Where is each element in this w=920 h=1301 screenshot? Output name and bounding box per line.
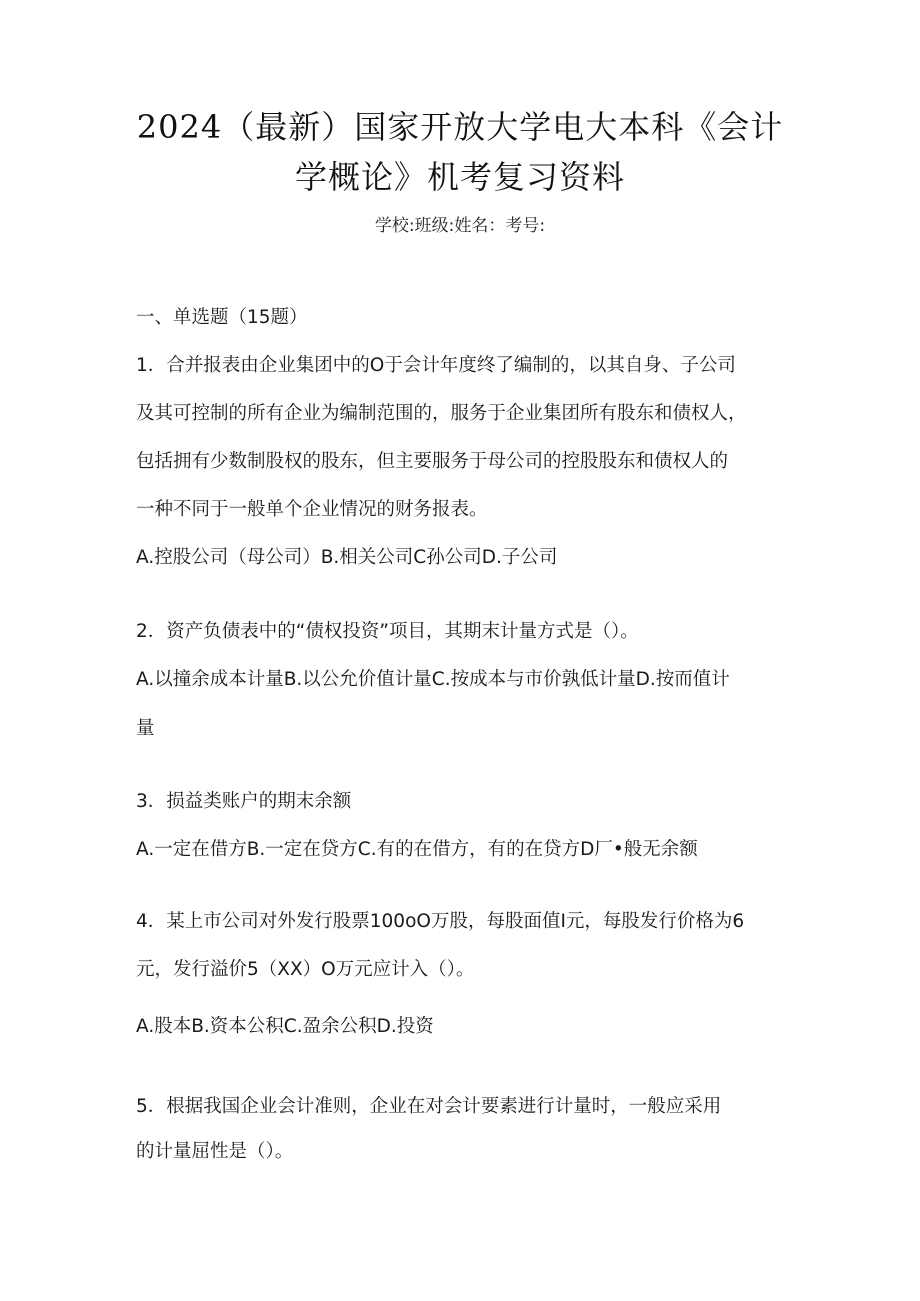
question-5-line-1: 5．根据我国企业会计准则，企业在对会计要素进行计量时，一般应采用 bbox=[136, 1096, 722, 1117]
question-1-options: A.控股公司（母公司）B.相关公司C孙公司D.子公司 bbox=[136, 547, 558, 568]
document-title-line-2: 学概论》机考复习资料 bbox=[294, 158, 625, 196]
student-info-line: 学校:班级:姓名：考号: bbox=[374, 216, 546, 236]
question-1-line-1: 1．合并报表由企业集团中的O于会计年度终了编制的，以其自身、子公司 bbox=[136, 355, 736, 376]
question-2-options-line-1: A.以撞余成本计量B.以公允价值计量C.按成本与市价孰低计量D.按而值计 bbox=[136, 669, 730, 690]
question-2-options-line-2: 量 bbox=[136, 718, 155, 739]
question-1-line-3: 包括拥有少数制股权的股东，但主要服务于母公司的控股股东和债权人的 bbox=[136, 451, 729, 472]
question-1-line-4: 一种不同于一般单个企业情况的财务报表。 bbox=[136, 499, 488, 520]
question-2-line-1: 2．资产负债表中的“债权投资”项目，其期末计量方式是（）。 bbox=[136, 621, 639, 642]
document-title-line-1: 2024（最新）国家开放大学电大本科《会计 bbox=[136, 108, 784, 146]
question-4-line-2: 元，发行溢价5（XX）O万元应计入（）。 bbox=[136, 959, 475, 980]
question-3-options: A.一定在借方B.一定在贷方C.有的在借方，有的在贷方D厂•般无余额 bbox=[136, 839, 698, 860]
section-heading: 一、单选题（15题） bbox=[136, 307, 308, 328]
question-3-line-1: 3．损益类账户的期末余额 bbox=[136, 791, 352, 812]
question-5-line-2: 的计量屈性是（）。 bbox=[136, 1141, 294, 1162]
question-1-line-2: 及其可控制的所有企业为编制范围的，服务于企业集团所有股东和债权人， bbox=[136, 403, 747, 424]
question-4-line-1: 4．某上市公司对外发行股票100oO万股，每股面值I元，每股发行价格为6 bbox=[136, 911, 745, 932]
question-4-options: A.股本B.资本公积C.盈余公积D.投资 bbox=[136, 1016, 434, 1037]
